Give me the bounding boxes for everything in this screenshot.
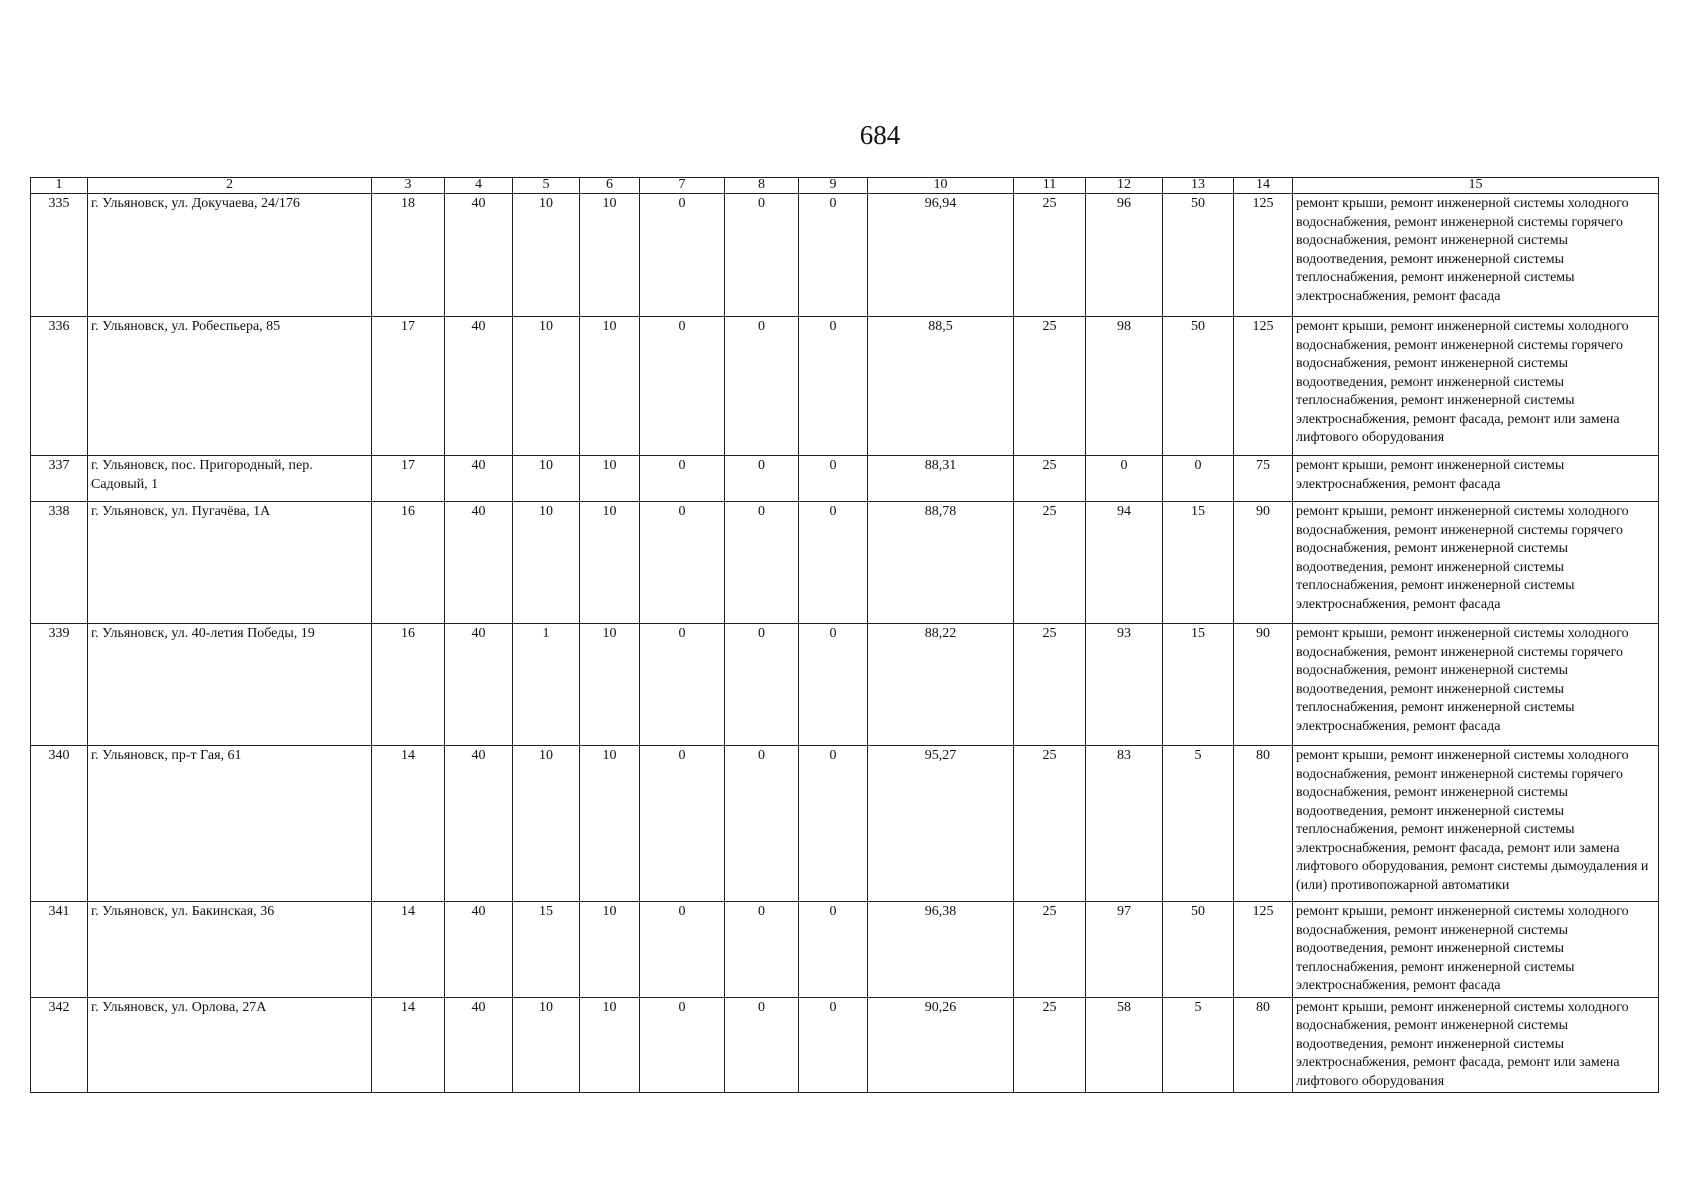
col-9-value: 0	[799, 456, 868, 502]
col-8-value: 0	[725, 997, 799, 1093]
col-4-value: 40	[445, 624, 513, 746]
col-3-value: 14	[372, 746, 445, 902]
address: г. Ульяновск, пос. Пригородный, пер. Садовый, 1	[88, 456, 372, 502]
col-14-value: 80	[1234, 746, 1293, 902]
col-12-value: 0	[1086, 456, 1163, 502]
col-5-value: 15	[513, 902, 580, 998]
col-4-value: 40	[445, 902, 513, 998]
col-10-value: 95,27	[868, 746, 1014, 902]
col-3-value: 16	[372, 624, 445, 746]
col-5-value: 10	[513, 746, 580, 902]
column-header: 14	[1234, 178, 1293, 194]
col-11-value: 25	[1014, 456, 1086, 502]
col-13-value: 5	[1163, 997, 1234, 1093]
col-3-value: 17	[372, 317, 445, 456]
col-11-value: 25	[1014, 902, 1086, 998]
col-12-value: 98	[1086, 317, 1163, 456]
row-number: 339	[31, 624, 88, 746]
repair-works: ремонт крыши, ремонт инженерной системы электроснабжения, ремонт фасада	[1293, 456, 1659, 502]
col-7-value: 0	[640, 194, 725, 317]
col-14-value: 125	[1234, 317, 1293, 456]
col-12-value: 93	[1086, 624, 1163, 746]
col-12-value: 83	[1086, 746, 1163, 902]
row-number: 340	[31, 746, 88, 902]
column-header: 15	[1293, 178, 1659, 194]
col-4-value: 40	[445, 746, 513, 902]
repair-works: ремонт крыши, ремонт инженерной системы холодного водоснабжения, ремонт инженерной системы горячего водоснабжения, ремонт инженерной системы водоотведения, ремонт инженерной системы теплоснабжения, ремонт инженерной системы электроснабжения, ремонт фасада	[1293, 194, 1659, 317]
column-header: 9	[799, 178, 868, 194]
table-row	[31, 997, 1659, 1093]
address: г. Ульяновск, пр-т Гая, 61	[88, 746, 372, 902]
col-8-value: 0	[725, 317, 799, 456]
col-11-value: 25	[1014, 502, 1086, 624]
table-row	[31, 317, 1659, 456]
col-14-value: 125	[1234, 194, 1293, 317]
col-7-value: 0	[640, 997, 725, 1093]
column-header: 3	[372, 178, 445, 194]
col-13-value: 15	[1163, 624, 1234, 746]
column-header: 2	[88, 178, 372, 194]
col-10-value: 88,31	[868, 456, 1014, 502]
col-8-value: 0	[725, 194, 799, 317]
col-11-value: 25	[1014, 317, 1086, 456]
repair-works: ремонт крыши, ремонт инженерной системы холодного водоснабжения, ремонт инженерной системы горячего водоснабжения, ремонт инженерной системы водоотведения, ремонт инженерной системы теплоснабжения, ремонт инженерной системы электроснабжения, ремонт фасада, ремонт или замена лифтового оборудования	[1293, 317, 1659, 456]
address: г. Ульяновск, ул. 40-летия Победы, 19	[88, 624, 372, 746]
col-13-value: 0	[1163, 456, 1234, 502]
col-4-value: 40	[445, 997, 513, 1093]
col-9-value: 0	[799, 502, 868, 624]
col-7-value: 0	[640, 456, 725, 502]
table-row	[31, 194, 1659, 317]
col-4-value: 40	[445, 194, 513, 317]
col-10-value: 96,94	[868, 194, 1014, 317]
col-10-value: 88,22	[868, 624, 1014, 746]
col-11-value: 25	[1014, 194, 1086, 317]
col-8-value: 0	[725, 502, 799, 624]
column-header: 10	[868, 178, 1014, 194]
col-6-value: 10	[580, 746, 640, 902]
row-number: 336	[31, 317, 88, 456]
row-number: 342	[31, 997, 88, 1093]
col-3-value: 16	[372, 502, 445, 624]
col-9-value: 0	[799, 624, 868, 746]
column-header: 5	[513, 178, 580, 194]
repair-works: ремонт крыши, ремонт инженерной системы холодного водоснабжения, ремонт инженерной системы водоотведения, ремонт инженерной системы теплоснабжения, ремонт инженерной системы электроснабжения, ремонт фасада	[1293, 902, 1659, 998]
repair-register-table	[30, 177, 1659, 1093]
col-7-value: 0	[640, 502, 725, 624]
row-number: 341	[31, 902, 88, 998]
col-10-value: 88,78	[868, 502, 1014, 624]
column-header: 6	[580, 178, 640, 194]
address: г. Ульяновск, ул. Пугачёва, 1А	[88, 502, 372, 624]
col-8-value: 0	[725, 456, 799, 502]
col-9-value: 0	[799, 997, 868, 1093]
col-3-value: 18	[372, 194, 445, 317]
table-row	[31, 624, 1659, 746]
repair-works: ремонт крыши, ремонт инженерной системы холодного водоснабжения, ремонт инженерной системы горячего водоснабжения, ремонт инженерной системы водоотведения, ремонт инженерной системы теплоснабжения, ремонт инженерной системы электроснабжения, ремонт фасада, ремонт или замена лифтового оборудования, ремонт системы дымоудаления и (или) противопожарной автоматики	[1293, 746, 1659, 902]
address: г. Ульяновск, ул. Бакинская, 36	[88, 902, 372, 998]
col-9-value: 0	[799, 746, 868, 902]
col-3-value: 17	[372, 456, 445, 502]
col-10-value: 88,5	[868, 317, 1014, 456]
page-number: 684	[859, 120, 901, 150]
col-11-value: 25	[1014, 997, 1086, 1093]
col-3-value: 14	[372, 902, 445, 998]
repair-works: ремонт крыши, ремонт инженерной системы холодного водоснабжения, ремонт инженерной системы горячего водоснабжения, ремонт инженерной системы водоотведения, ремонт инженерной системы теплоснабжения, ремонт инженерной системы электроснабжения, ремонт фасада	[1293, 624, 1659, 746]
col-11-value: 25	[1014, 746, 1086, 902]
table-row	[31, 456, 1659, 502]
col-6-value: 10	[580, 624, 640, 746]
col-10-value: 90,26	[868, 997, 1014, 1093]
column-header: 7	[640, 178, 725, 194]
col-4-value: 40	[445, 456, 513, 502]
column-header: 4	[445, 178, 513, 194]
col-7-value: 0	[640, 317, 725, 456]
col-12-value: 97	[1086, 902, 1163, 998]
col-6-value: 10	[580, 502, 640, 624]
col-10-value: 96,38	[868, 902, 1014, 998]
col-11-value: 25	[1014, 624, 1086, 746]
col-12-value: 94	[1086, 502, 1163, 624]
row-number: 338	[31, 502, 88, 624]
col-12-value: 58	[1086, 997, 1163, 1093]
col-13-value: 15	[1163, 502, 1234, 624]
column-header: 13	[1163, 178, 1234, 194]
col-14-value: 125	[1234, 902, 1293, 998]
col-5-value: 10	[513, 194, 580, 317]
repair-works: ремонт крыши, ремонт инженерной системы холодного водоснабжения, ремонт инженерной системы водоотведения, ремонт инженерной системы электроснабжения, ремонт фасада, ремонт или замена лифтового оборудования	[1293, 997, 1659, 1093]
column-header: 11	[1014, 178, 1086, 194]
col-6-value: 10	[580, 194, 640, 317]
col-5-value: 10	[513, 317, 580, 456]
col-3-value: 14	[372, 997, 445, 1093]
col-9-value: 0	[799, 317, 868, 456]
table-row	[31, 902, 1659, 998]
col-14-value: 90	[1234, 624, 1293, 746]
repair-works: ремонт крыши, ремонт инженерной системы холодного водоснабжения, ремонт инженерной системы горячего водоснабжения, ремонт инженерной системы водоотведения, ремонт инженерной системы теплоснабжения, ремонт инженерной системы электроснабжения, ремонт фасада	[1293, 502, 1659, 624]
col-4-value: 40	[445, 317, 513, 456]
column-header: 1	[31, 178, 88, 194]
col-6-value: 10	[580, 317, 640, 456]
col-14-value: 75	[1234, 456, 1293, 502]
col-7-value: 0	[640, 902, 725, 998]
table-row	[31, 502, 1659, 624]
col-8-value: 0	[725, 746, 799, 902]
row-number: 335	[31, 194, 88, 317]
column-header: 8	[725, 178, 799, 194]
table-body	[31, 194, 1659, 1093]
col-9-value: 0	[799, 902, 868, 998]
col-8-value: 0	[725, 624, 799, 746]
col-9-value: 0	[799, 194, 868, 317]
row-number: 337	[31, 456, 88, 502]
col-6-value: 10	[580, 997, 640, 1093]
address: г. Ульяновск, ул. Орлова, 27А	[88, 997, 372, 1093]
col-5-value: 10	[513, 456, 580, 502]
column-header: 12	[1086, 178, 1163, 194]
col-13-value: 50	[1163, 194, 1234, 317]
col-14-value: 90	[1234, 502, 1293, 624]
table-row	[31, 746, 1659, 902]
col-4-value: 40	[445, 502, 513, 624]
address: г. Ульяновск, ул. Докучаева, 24/176	[88, 194, 372, 317]
col-5-value: 10	[513, 502, 580, 624]
address: г. Ульяновск, ул. Робеспьера, 85	[88, 317, 372, 456]
col-14-value: 80	[1234, 997, 1293, 1093]
col-12-value: 96	[1086, 194, 1163, 317]
col-7-value: 0	[640, 624, 725, 746]
col-6-value: 10	[580, 456, 640, 502]
col-5-value: 10	[513, 997, 580, 1093]
header-row	[31, 178, 1659, 194]
col-13-value: 5	[1163, 746, 1234, 902]
col-13-value: 50	[1163, 317, 1234, 456]
col-6-value: 10	[580, 902, 640, 998]
col-7-value: 0	[640, 746, 725, 902]
col-13-value: 50	[1163, 902, 1234, 998]
col-5-value: 1	[513, 624, 580, 746]
col-8-value: 0	[725, 902, 799, 998]
